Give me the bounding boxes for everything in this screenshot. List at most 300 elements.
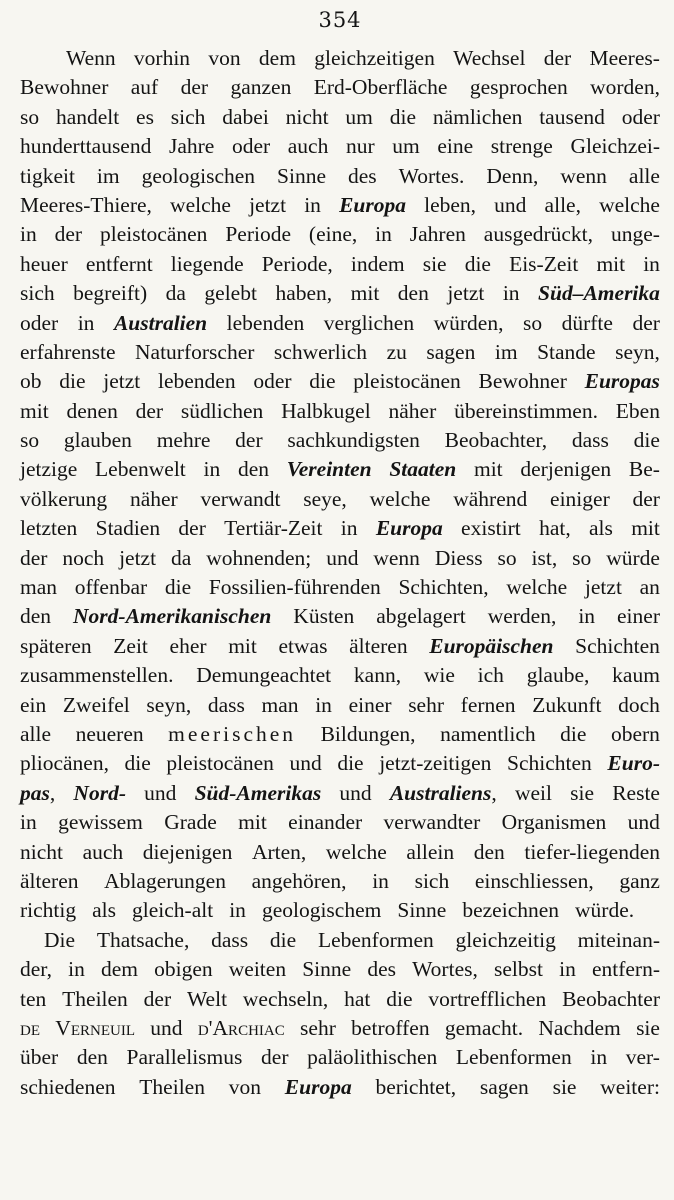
word: strenge (490, 134, 553, 159)
word: Schichten (507, 751, 592, 776)
word: offenbar (74, 575, 148, 600)
word: nicht (285, 104, 329, 129)
word: Wechsel (453, 46, 526, 70)
word: die (309, 369, 336, 394)
word: hat (344, 986, 371, 1011)
word: (eine, (308, 222, 358, 247)
word: Bildungen, (320, 721, 416, 746)
word: dabei (222, 104, 269, 129)
word: oder (231, 134, 271, 159)
word: pleistocänen (166, 751, 274, 776)
word: Demungeachtet (196, 663, 332, 688)
word: der (632, 486, 660, 511)
word: Meeres- (589, 46, 660, 70)
word: der (235, 428, 263, 453)
word: sehr (300, 1015, 336, 1040)
word: Schichten, (398, 575, 489, 600)
word: während (453, 486, 528, 511)
word: einiger (550, 486, 610, 511)
text-line (20, 73, 660, 102)
word: älteren (20, 868, 79, 893)
word: gleichzeitigen (314, 46, 435, 70)
text-line (20, 426, 660, 455)
text-line (20, 162, 660, 191)
word: glauben (63, 428, 132, 453)
word: ganzen (230, 75, 292, 100)
word: dass (207, 692, 245, 717)
text-line (20, 367, 660, 396)
word: auch (287, 134, 329, 159)
word: schiedenen (20, 1074, 116, 1099)
word: die (560, 721, 587, 746)
word: Die (44, 927, 76, 952)
word: ich (477, 663, 504, 688)
word: ten (20, 986, 47, 1011)
word: dem (100, 957, 138, 982)
text-line (20, 309, 660, 338)
word: Verneuil (55, 1015, 135, 1040)
word: alle (20, 721, 52, 746)
word: Eis-Zeit (509, 251, 579, 276)
word: begreift) (73, 281, 148, 306)
word: Zukunft (532, 692, 602, 717)
word: erfahrenste (20, 339, 116, 364)
word: Nord-Amerikanischen (73, 604, 272, 629)
word: selbst (493, 957, 543, 982)
word: seyn, (615, 339, 660, 364)
word: Beobachter (562, 986, 660, 1011)
word: die (464, 251, 491, 276)
word: schwerlich (273, 339, 368, 364)
word: Lebenwelt (95, 457, 186, 482)
page-number: 354 (318, 8, 362, 32)
word: sagen (426, 339, 476, 364)
word: es (136, 104, 154, 129)
word: Naturforscher (135, 339, 255, 364)
word: Diess (434, 545, 483, 570)
word: kann, (353, 663, 402, 688)
text-line (20, 691, 660, 720)
word: gleichzeitig (455, 927, 556, 952)
word: weil (514, 780, 552, 805)
word: miteinan- (577, 927, 660, 952)
word: in (375, 222, 392, 247)
word: entfern- (591, 957, 660, 982)
word: und (326, 545, 359, 570)
word: dass (211, 927, 249, 952)
word: Reste (612, 780, 660, 805)
word: wie (423, 663, 455, 688)
word: so (20, 428, 40, 453)
word: sich (414, 868, 450, 893)
body-text (20, 44, 660, 1102)
word: dem (258, 46, 296, 70)
word: Vereinten (286, 457, 372, 482)
word: nicht (20, 839, 63, 864)
word: fernen (460, 692, 516, 717)
word: Grade (164, 810, 217, 835)
word: und (494, 192, 527, 217)
word: der (135, 398, 164, 423)
word: nur (345, 134, 375, 159)
word: der (543, 46, 572, 70)
word: und (144, 780, 177, 805)
word: jetzt-zeitigen (379, 751, 492, 776)
word: näher (388, 398, 437, 423)
word: seyn, (146, 692, 192, 717)
word: gemacht. (444, 1015, 524, 1040)
word: meerischen (168, 721, 297, 746)
word: als (92, 898, 117, 923)
word: obern (610, 721, 660, 746)
word: Arten, (251, 839, 307, 864)
word: die (633, 428, 660, 453)
word: indem (350, 251, 405, 276)
word: in (20, 810, 37, 835)
word: nämlichen (432, 104, 523, 129)
word: Europa (284, 1074, 352, 1099)
word: Europa (375, 516, 443, 541)
word: Fossilien-führenden (208, 575, 381, 600)
word: dass (571, 428, 609, 453)
word: in (77, 310, 95, 335)
word: südlichen (180, 398, 264, 423)
word: tausend (539, 104, 605, 129)
word: Jahre (168, 134, 215, 159)
word: paläolithischen (307, 1045, 438, 1070)
text-line (20, 720, 660, 749)
word: oder (253, 369, 292, 394)
word: Ablagerungen (104, 868, 226, 893)
word: den (76, 1045, 108, 1070)
word: tigkeit (20, 163, 75, 188)
word: wenn (373, 545, 420, 570)
word: sich (170, 104, 206, 129)
text-line (20, 896, 660, 925)
word: hunderttausend (20, 134, 152, 159)
word: der (20, 545, 48, 570)
word: richtig (20, 898, 77, 923)
word: kaum (612, 663, 660, 688)
word: obigen (154, 957, 213, 982)
word: alle, (544, 192, 581, 217)
word: Theilen (62, 986, 128, 1011)
word: so (522, 310, 543, 335)
word: tiefer-liegenden (524, 839, 660, 864)
word: sagen (479, 1074, 529, 1099)
word: da (165, 281, 186, 306)
word: als (589, 516, 613, 541)
word: man (261, 692, 299, 717)
word: würden, (433, 310, 504, 335)
word: mit (238, 810, 267, 835)
word: handelt (55, 104, 120, 129)
text-line (20, 544, 660, 573)
word: in (20, 222, 37, 247)
word: sachkundigsten (287, 428, 420, 453)
text-line (20, 132, 660, 161)
word: da (170, 545, 192, 570)
word: sie (422, 251, 447, 276)
word: gelebt (204, 281, 257, 306)
word: Thatsache, (96, 927, 190, 952)
word: vortrefflichen (428, 986, 547, 1011)
text-line (20, 44, 660, 73)
word: Euro- (607, 751, 660, 776)
word: welche (506, 575, 568, 600)
text-line (20, 749, 660, 778)
word: ist, (531, 545, 558, 570)
word: der (180, 75, 209, 100)
word: von (208, 46, 241, 70)
word: Sinne (397, 898, 447, 923)
word: allein (406, 839, 455, 864)
word: ein (20, 692, 47, 717)
word: um (345, 104, 373, 129)
word: geologischen (141, 163, 256, 188)
word: auf (130, 75, 159, 100)
word: hat, (539, 516, 571, 541)
word: sie (570, 780, 595, 805)
word: Stande (537, 339, 596, 364)
word: Beobachter, (444, 428, 548, 453)
word: mehre (156, 428, 211, 453)
word: sich (20, 281, 55, 306)
text-line (20, 279, 660, 308)
word: namentlich (440, 721, 536, 746)
word: Theilen (139, 1074, 205, 1099)
word: so (572, 545, 592, 570)
word: Welt (186, 986, 228, 1011)
word: bezeichnen (462, 898, 560, 923)
word: einander (288, 810, 363, 835)
word: mit (20, 398, 49, 423)
text-line (20, 485, 660, 514)
word: in (229, 898, 246, 923)
text-line (20, 779, 660, 808)
word: Erd-Oberfläche (313, 75, 448, 100)
word: der (143, 986, 172, 1011)
text-line (20, 103, 660, 132)
word: oder (621, 104, 660, 129)
text-line (20, 1014, 660, 1043)
word: verwandt (200, 486, 281, 511)
word: würde (606, 545, 660, 570)
word: den (20, 604, 52, 629)
word: so (20, 104, 40, 129)
word: ganz (619, 868, 660, 893)
word: jetzige (20, 457, 78, 482)
text-line (20, 250, 660, 279)
word: in (590, 1045, 608, 1070)
word: Süd-Amerikas (194, 780, 322, 805)
word: Eben (615, 398, 660, 423)
text-line (20, 220, 660, 249)
text-line (20, 573, 660, 602)
word: des (348, 163, 377, 188)
word: ausgedrückt, (483, 222, 594, 247)
word: Australien (113, 310, 208, 335)
word: weiten (228, 957, 287, 982)
word: übereinstimmen. (454, 398, 598, 423)
word: wechseln, (242, 986, 329, 1011)
word: die (59, 369, 86, 394)
text-line (20, 602, 660, 631)
word: in (559, 957, 576, 982)
word: abgelagert (376, 604, 466, 629)
word: entfernt (85, 251, 153, 276)
word: den (473, 839, 505, 864)
word: angehören, (251, 868, 347, 893)
word: derjenigen (520, 457, 612, 482)
word: zu (386, 339, 407, 364)
word: Denn, (486, 163, 539, 188)
word: doch (618, 692, 660, 717)
word: jetzt (249, 192, 287, 217)
word: mit (350, 281, 380, 306)
word: Wortes. (398, 163, 465, 188)
word: de (20, 1015, 40, 1040)
word: älteren (349, 633, 408, 658)
word: unge- (610, 222, 660, 247)
word: der (261, 1045, 289, 1070)
word: Schichten (575, 633, 660, 658)
word: dürfte (561, 310, 613, 335)
word: eine (437, 134, 474, 159)
word: Nord- (73, 780, 126, 805)
word: berichtet, (375, 1074, 457, 1099)
word: Bewohner (20, 75, 109, 100)
word: Lebenformen (317, 927, 434, 952)
word: Stadien (95, 516, 161, 541)
text-line (20, 838, 660, 867)
word: welche (599, 192, 660, 217)
word: Halbkugel (281, 398, 371, 423)
word: oder (20, 310, 59, 335)
word: jetzt (119, 545, 157, 570)
word: Australiens, (389, 780, 497, 805)
word: verwandter (383, 810, 481, 835)
text-line (20, 338, 660, 367)
word: die (124, 751, 151, 776)
word: pas, (20, 780, 56, 805)
word: an (639, 575, 660, 600)
word: späteren (20, 633, 92, 658)
word: die (269, 927, 297, 952)
word: im (494, 339, 518, 364)
word: weiter: (600, 1074, 660, 1099)
word: von (228, 1074, 261, 1099)
word: der (178, 516, 206, 541)
text-line (20, 1043, 660, 1072)
word: Zweifel (62, 692, 130, 717)
word: und (150, 1015, 183, 1040)
word: in (68, 957, 85, 982)
word: pleistocänen (99, 222, 208, 247)
text-line (20, 191, 660, 220)
word: pleistocänen (353, 369, 461, 394)
word: sehr (408, 692, 445, 717)
word: Wortes, (412, 957, 478, 982)
word: eher (169, 633, 207, 658)
word: der (54, 222, 83, 247)
word: Europa (339, 192, 406, 217)
word: Be- (628, 457, 660, 482)
word: Meeres-Thiere, (20, 192, 152, 217)
text-line (20, 514, 660, 543)
word: haben, (275, 281, 333, 306)
word: mit (228, 633, 257, 658)
word: Wenn (66, 46, 116, 70)
word: Jahren (409, 222, 466, 247)
word: jetzt (447, 281, 485, 306)
word: seye, (303, 486, 347, 511)
word: werden, (487, 604, 557, 629)
word: Lebenformen (455, 1045, 572, 1070)
word: jetzt (103, 369, 141, 394)
word: letzten (20, 516, 78, 541)
word: den (397, 281, 429, 306)
word: Gleichzei- (570, 134, 660, 159)
word: gesprochen (469, 75, 568, 100)
word: ob (20, 369, 42, 394)
text-line (20, 808, 660, 837)
word: ver- (625, 1045, 660, 1070)
word: Organismen (501, 810, 607, 835)
word: die (386, 986, 413, 1011)
word: Nachdem (538, 1015, 621, 1040)
word: Parallelismus (126, 1045, 243, 1070)
text-line (20, 867, 660, 896)
text-line (20, 985, 660, 1014)
word: auch (82, 839, 124, 864)
word: Periode, (261, 251, 333, 276)
word: im (96, 163, 120, 188)
word: würde. (575, 898, 635, 923)
word: über (20, 1045, 59, 1070)
word: lebenden (226, 310, 305, 335)
word: in (304, 192, 321, 217)
word: heuer (20, 251, 68, 276)
word: mit (631, 516, 660, 541)
word: mit (473, 457, 503, 482)
word: Staaten (389, 457, 457, 482)
word: die (389, 104, 416, 129)
word: in (372, 868, 389, 893)
word: des (367, 957, 396, 982)
word: und (339, 780, 372, 805)
word: der, (20, 957, 52, 982)
word: in (340, 516, 358, 541)
word: einer (348, 692, 392, 717)
word: vorhin (133, 46, 191, 70)
text-line (20, 1073, 660, 1102)
word: einer (617, 604, 660, 629)
word: lebenden (158, 369, 236, 394)
word: existirt (461, 516, 521, 541)
text-line (20, 397, 660, 426)
text-line (20, 661, 660, 690)
word: Sinne (302, 957, 352, 982)
word: man (20, 575, 58, 600)
word: welche (325, 839, 387, 864)
word: neueren (75, 721, 144, 746)
word: worden, (590, 75, 660, 100)
word: einschliessen, (474, 868, 594, 893)
word: pliocänen, (20, 751, 109, 776)
word: zusammenstellen. (20, 663, 174, 688)
word: näher (129, 486, 178, 511)
